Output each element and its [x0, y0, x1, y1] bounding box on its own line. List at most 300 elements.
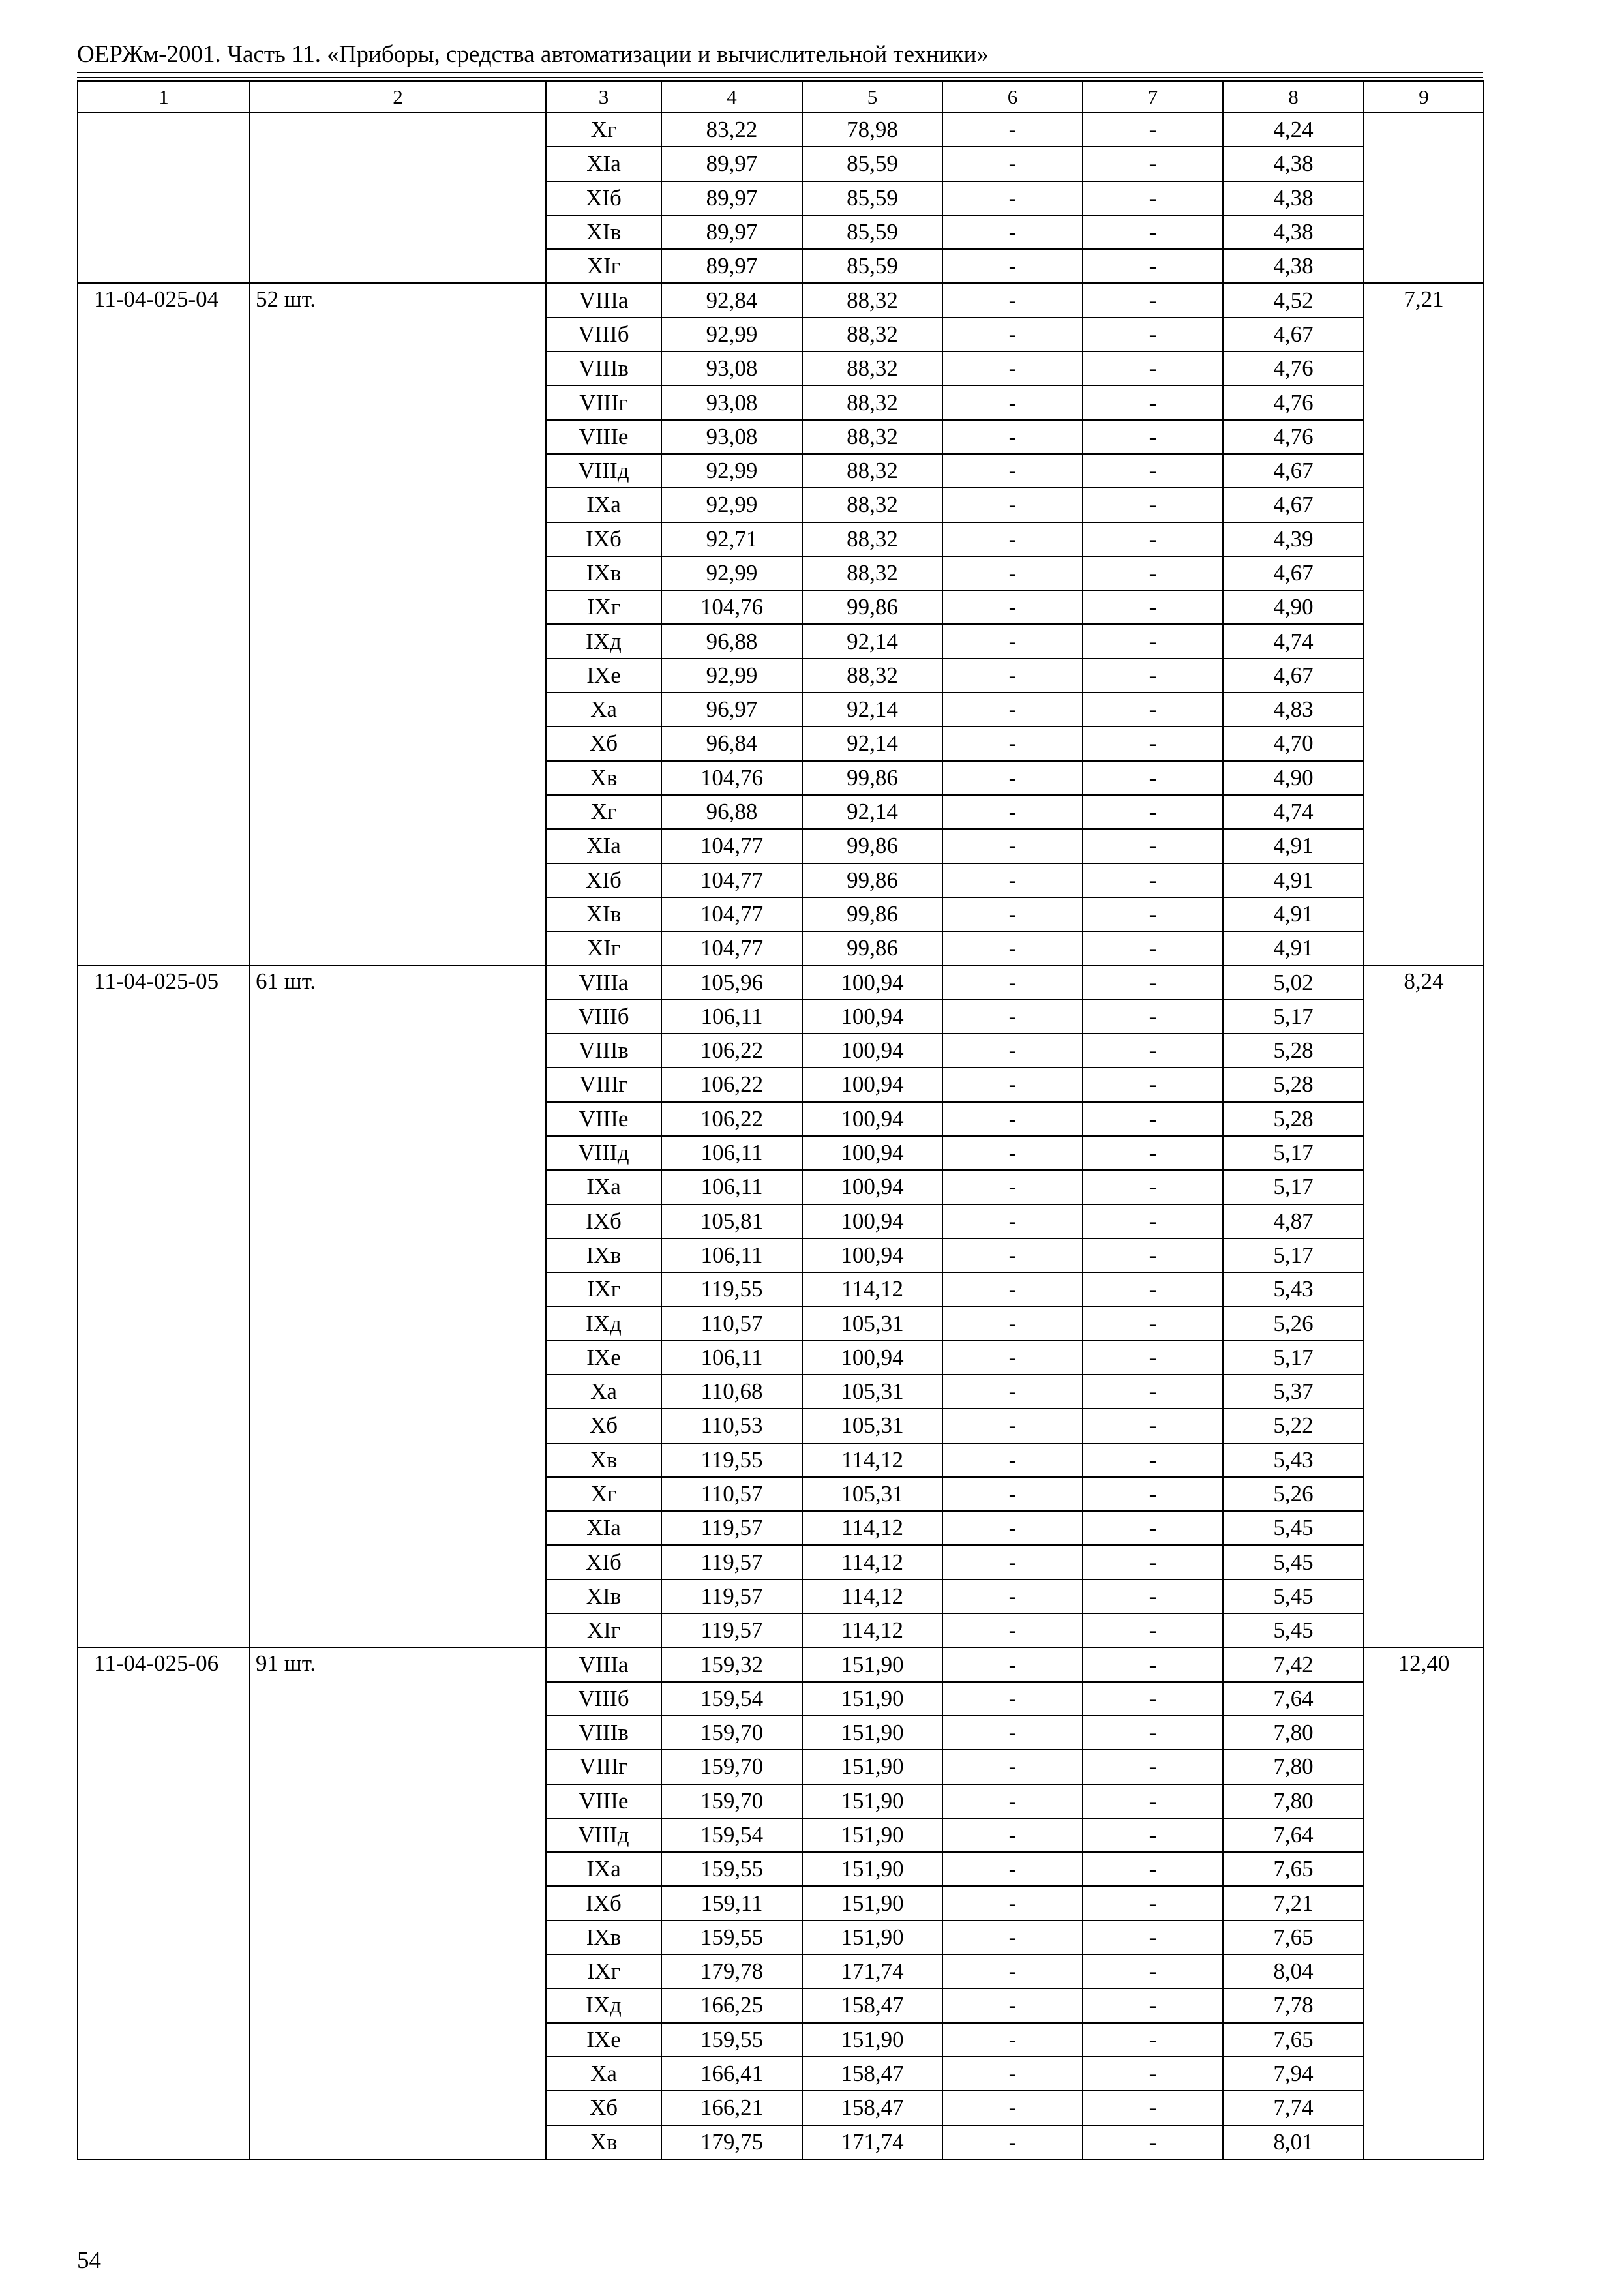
rate-code-cell: 11-04-025-04: [78, 283, 250, 965]
wage-cell: 88,32: [802, 385, 942, 419]
machine-cost-cell: -: [942, 931, 1083, 965]
labor-cost-cell: 12,40: [1364, 1647, 1484, 2159]
machinist-wage-cell: -: [1083, 1409, 1223, 1443]
total-cost-cell: 92,71: [661, 522, 802, 556]
total-cost-cell: 119,57: [661, 1613, 802, 1647]
machinist-wage-cell: -: [1083, 829, 1223, 863]
total-cost-cell: 179,75: [661, 2125, 802, 2159]
total-cost-cell: 104,77: [661, 829, 802, 863]
total-cost-cell: 106,11: [661, 1170, 802, 1204]
machine-cost-cell: -: [942, 1102, 1083, 1136]
price-table: [77, 80, 1484, 2160]
total-cost-cell: 93,08: [661, 420, 802, 454]
materials-cell: 7,64: [1223, 1818, 1364, 1852]
materials-cell: 5,17: [1223, 1136, 1364, 1170]
machinist-wage-cell: -: [1083, 693, 1223, 726]
machinist-wage-cell: -: [1083, 1818, 1223, 1852]
machine-cost-cell: -: [942, 1818, 1083, 1852]
variant-cell: VIIIг: [546, 385, 661, 419]
materials-cell: 8,01: [1223, 2125, 1364, 2159]
machine-cost-cell: -: [942, 1170, 1083, 1204]
machinist-wage-cell: -: [1083, 1716, 1223, 1750]
materials-cell: 4,24: [1223, 113, 1364, 147]
variant-cell: IXд: [546, 1306, 661, 1340]
wage-cell: 151,90: [802, 1921, 942, 1954]
materials-cell: 4,67: [1223, 659, 1364, 693]
variant-cell: XIв: [546, 215, 661, 249]
machine-cost-cell: -: [942, 1750, 1083, 1784]
machine-cost-cell: -: [942, 283, 1083, 317]
labor-cost-cell: [1364, 113, 1484, 283]
variant-cell: VIIIг: [546, 1068, 661, 1101]
column-number: 3: [546, 81, 661, 113]
machinist-wage-cell: -: [1083, 1886, 1223, 1920]
machine-cost-cell: -: [942, 624, 1083, 658]
total-cost-cell: 92,99: [661, 488, 802, 522]
materials-cell: 4,39: [1223, 522, 1364, 556]
machine-cost-cell: -: [942, 420, 1083, 454]
materials-cell: 5,22: [1223, 1409, 1364, 1443]
machinist-wage-cell: -: [1083, 283, 1223, 317]
total-cost-cell: 105,81: [661, 1204, 802, 1238]
variant-cell: IXб: [546, 522, 661, 556]
total-cost-cell: 89,97: [661, 181, 802, 215]
wage-cell: 114,12: [802, 1579, 942, 1613]
machinist-wage-cell: -: [1083, 1000, 1223, 1034]
machinist-wage-cell: -: [1083, 385, 1223, 419]
machinist-wage-cell: -: [1083, 522, 1223, 556]
variant-cell: IXe: [546, 1341, 661, 1375]
machinist-wage-cell: -: [1083, 215, 1223, 249]
column-number: 2: [250, 81, 546, 113]
variant-cell: VIIIд: [546, 1136, 661, 1170]
wage-cell: 92,14: [802, 726, 942, 760]
column-number: 4: [661, 81, 802, 113]
machine-cost-cell: -: [942, 726, 1083, 760]
variant-cell: IXв: [546, 556, 661, 590]
machine-cost-cell: -: [942, 1613, 1083, 1647]
variant-cell: Xв: [546, 761, 661, 795]
quantity-cell: 52 шт.: [250, 283, 546, 965]
materials-cell: 5,02: [1223, 965, 1364, 999]
materials-cell: 4,70: [1223, 726, 1364, 760]
wage-cell: 151,90: [802, 1784, 942, 1818]
total-cost-cell: 119,57: [661, 1579, 802, 1613]
materials-cell: 4,91: [1223, 863, 1364, 897]
column-number: 9: [1364, 81, 1484, 113]
wage-cell: 105,31: [802, 1375, 942, 1409]
machine-cost-cell: -: [942, 1238, 1083, 1272]
machine-cost-cell: -: [942, 1852, 1083, 1886]
materials-cell: 5,17: [1223, 1000, 1364, 1034]
wage-cell: 151,90: [802, 1886, 942, 1920]
total-cost-cell: 105,96: [661, 965, 802, 999]
variant-cell: Xг: [546, 795, 661, 829]
materials-cell: 4,91: [1223, 829, 1364, 863]
materials-cell: 7,65: [1223, 1921, 1364, 1954]
total-cost-cell: 166,21: [661, 2091, 802, 2125]
materials-cell: 7,80: [1223, 1716, 1364, 1750]
materials-cell: 4,90: [1223, 761, 1364, 795]
wage-cell: 105,31: [802, 1477, 942, 1511]
column-number: 1: [78, 81, 250, 113]
total-cost-cell: 106,22: [661, 1068, 802, 1101]
total-cost-cell: 104,77: [661, 863, 802, 897]
machine-cost-cell: -: [942, 1954, 1083, 1988]
materials-cell: 7,65: [1223, 2023, 1364, 2057]
table-body: [78, 81, 1484, 2159]
materials-cell: 4,38: [1223, 215, 1364, 249]
total-cost-cell: 106,11: [661, 1341, 802, 1375]
wage-cell: 158,47: [802, 2057, 942, 2091]
variant-cell: IXд: [546, 624, 661, 658]
wage-cell: 99,86: [802, 897, 942, 931]
wage-cell: 151,90: [802, 2023, 942, 2057]
total-cost-cell: 159,55: [661, 2023, 802, 2057]
machinist-wage-cell: -: [1083, 1272, 1223, 1306]
total-cost-cell: 159,70: [661, 1716, 802, 1750]
machine-cost-cell: -: [942, 385, 1083, 419]
wage-cell: 99,86: [802, 829, 942, 863]
machine-cost-cell: -: [942, 1341, 1083, 1375]
total-cost-cell: 89,97: [661, 215, 802, 249]
wage-cell: 105,31: [802, 1306, 942, 1340]
column-number-row: [78, 81, 1484, 113]
table-row: [78, 965, 1484, 999]
materials-cell: 5,45: [1223, 1579, 1364, 1613]
machine-cost-cell: -: [942, 1545, 1083, 1579]
machine-cost-cell: -: [942, 693, 1083, 726]
machinist-wage-cell: -: [1083, 454, 1223, 488]
materials-cell: 7,64: [1223, 1682, 1364, 1716]
variant-cell: Xб: [546, 1409, 661, 1443]
wage-cell: 88,32: [802, 659, 942, 693]
materials-cell: 4,76: [1223, 385, 1364, 419]
variant-cell: IXв: [546, 1921, 661, 1954]
total-cost-cell: 110,57: [661, 1477, 802, 1511]
header-rule: [77, 72, 1483, 73]
machine-cost-cell: -: [942, 1682, 1083, 1716]
machinist-wage-cell: -: [1083, 1682, 1223, 1716]
variant-cell: IXг: [546, 1272, 661, 1306]
total-cost-cell: 89,97: [661, 249, 802, 283]
machinist-wage-cell: -: [1083, 1579, 1223, 1613]
page-header: ОЕРЖм-2001. Часть 11. «Приборы, средства автоматизации и вычислительной техники»: [77, 41, 989, 68]
machinist-wage-cell: -: [1083, 318, 1223, 352]
materials-cell: 4,74: [1223, 624, 1364, 658]
variant-cell: Xa: [546, 1375, 661, 1409]
wage-cell: 100,94: [802, 1000, 942, 1034]
machine-cost-cell: -: [942, 1579, 1083, 1613]
wage-cell: 114,12: [802, 1511, 942, 1545]
total-cost-cell: 104,76: [661, 761, 802, 795]
table-row: [78, 113, 1484, 147]
labor-cost-cell: 8,24: [1364, 965, 1484, 1647]
machinist-wage-cell: -: [1083, 488, 1223, 522]
variant-cell: VIIIг: [546, 1750, 661, 1784]
machine-cost-cell: -: [942, 352, 1083, 385]
machinist-wage-cell: -: [1083, 1238, 1223, 1272]
wage-cell: 158,47: [802, 1988, 942, 2022]
variant-cell: VIIIд: [546, 454, 661, 488]
machine-cost-cell: -: [942, 1716, 1083, 1750]
wage-cell: 99,86: [802, 761, 942, 795]
machine-cost-cell: -: [942, 1068, 1083, 1101]
materials-cell: 4,67: [1223, 488, 1364, 522]
machinist-wage-cell: -: [1083, 590, 1223, 624]
materials-cell: 4,91: [1223, 897, 1364, 931]
machine-cost-cell: -: [942, 897, 1083, 931]
machinist-wage-cell: -: [1083, 1852, 1223, 1886]
machinist-wage-cell: -: [1083, 1784, 1223, 1818]
materials-cell: 4,67: [1223, 556, 1364, 590]
wage-cell: 88,32: [802, 556, 942, 590]
materials-cell: 7,42: [1223, 1647, 1364, 1681]
variant-cell: XIa: [546, 147, 661, 181]
materials-cell: 7,21: [1223, 1886, 1364, 1920]
total-cost-cell: 93,08: [661, 352, 802, 385]
total-cost-cell: 106,22: [661, 1034, 802, 1068]
machinist-wage-cell: -: [1083, 556, 1223, 590]
variant-cell: Xб: [546, 726, 661, 760]
machinist-wage-cell: -: [1083, 2023, 1223, 2057]
materials-cell: 7,94: [1223, 2057, 1364, 2091]
machinist-wage-cell: -: [1083, 2091, 1223, 2125]
machinist-wage-cell: -: [1083, 863, 1223, 897]
materials-cell: 5,26: [1223, 1477, 1364, 1511]
wage-cell: 151,90: [802, 1852, 942, 1886]
variant-cell: XIв: [546, 897, 661, 931]
materials-cell: 4,38: [1223, 249, 1364, 283]
total-cost-cell: 96,84: [661, 726, 802, 760]
variant-cell: IXa: [546, 1170, 661, 1204]
total-cost-cell: 96,97: [661, 693, 802, 726]
variant-cell: VIIIб: [546, 318, 661, 352]
variant-cell: Xв: [546, 1443, 661, 1477]
machine-cost-cell: -: [942, 2125, 1083, 2159]
machinist-wage-cell: -: [1083, 1647, 1223, 1681]
total-cost-cell: 89,97: [661, 147, 802, 181]
variant-cell: IXв: [546, 1238, 661, 1272]
materials-cell: 5,17: [1223, 1341, 1364, 1375]
total-cost-cell: 104,77: [661, 931, 802, 965]
wage-cell: 171,74: [802, 1954, 942, 1988]
table-row: [78, 1647, 1484, 1681]
machinist-wage-cell: -: [1083, 1136, 1223, 1170]
machine-cost-cell: -: [942, 1921, 1083, 1954]
rate-code-cell: 11-04-025-06: [78, 1647, 250, 2159]
variant-cell: VIIIб: [546, 1682, 661, 1716]
materials-cell: 5,45: [1223, 1545, 1364, 1579]
variant-cell: Xб: [546, 2091, 661, 2125]
materials-cell: 5,45: [1223, 1511, 1364, 1545]
wage-cell: 88,32: [802, 283, 942, 317]
variant-cell: VIIIб: [546, 1000, 661, 1034]
machine-cost-cell: -: [942, 1306, 1083, 1340]
machine-cost-cell: -: [942, 454, 1083, 488]
wage-cell: 114,12: [802, 1545, 942, 1579]
total-cost-cell: 159,70: [661, 1750, 802, 1784]
total-cost-cell: 106,11: [661, 1238, 802, 1272]
rate-code-cell: [78, 113, 250, 283]
total-cost-cell: 119,57: [661, 1511, 802, 1545]
total-cost-cell: 110,57: [661, 1306, 802, 1340]
variant-cell: VIIIд: [546, 1818, 661, 1852]
machine-cost-cell: -: [942, 659, 1083, 693]
variant-cell: IXa: [546, 488, 661, 522]
variant-cell: XIг: [546, 1613, 661, 1647]
total-cost-cell: 119,57: [661, 1545, 802, 1579]
variant-cell: XIг: [546, 931, 661, 965]
total-cost-cell: 159,54: [661, 1682, 802, 1716]
variant-cell: XIб: [546, 863, 661, 897]
labor-cost-cell: 7,21: [1364, 283, 1484, 965]
variant-cell: IXг: [546, 1954, 661, 1988]
machine-cost-cell: -: [942, 1034, 1083, 1068]
total-cost-cell: 159,32: [661, 1647, 802, 1681]
machinist-wage-cell: -: [1083, 795, 1223, 829]
variant-cell: XIa: [546, 829, 661, 863]
machine-cost-cell: -: [942, 1988, 1083, 2022]
machinist-wage-cell: -: [1083, 113, 1223, 147]
machine-cost-cell: -: [942, 147, 1083, 181]
total-cost-cell: 106,11: [661, 1000, 802, 1034]
total-cost-cell: 92,99: [661, 556, 802, 590]
variant-cell: VIIIe: [546, 420, 661, 454]
total-cost-cell: 92,99: [661, 659, 802, 693]
materials-cell: 4,67: [1223, 454, 1364, 488]
machine-cost-cell: -: [942, 795, 1083, 829]
total-cost-cell: 96,88: [661, 795, 802, 829]
column-number: 5: [802, 81, 942, 113]
wage-cell: 105,31: [802, 1409, 942, 1443]
machine-cost-cell: -: [942, 249, 1083, 283]
wage-cell: 114,12: [802, 1443, 942, 1477]
rate-code-cell: 11-04-025-05: [78, 965, 250, 1647]
machine-cost-cell: -: [942, 556, 1083, 590]
machine-cost-cell: -: [942, 1204, 1083, 1238]
variant-cell: Xa: [546, 693, 661, 726]
wage-cell: 114,12: [802, 1272, 942, 1306]
variant-cell: IXe: [546, 659, 661, 693]
wage-cell: 100,94: [802, 1341, 942, 1375]
variant-cell: IXг: [546, 590, 661, 624]
variant-cell: XIг: [546, 249, 661, 283]
wage-cell: 85,59: [802, 215, 942, 249]
machine-cost-cell: -: [942, 1511, 1083, 1545]
wage-cell: 100,94: [802, 1102, 942, 1136]
machinist-wage-cell: -: [1083, 726, 1223, 760]
machinist-wage-cell: -: [1083, 1204, 1223, 1238]
variant-cell: VIIIв: [546, 1034, 661, 1068]
materials-cell: 5,43: [1223, 1443, 1364, 1477]
machinist-wage-cell: -: [1083, 1921, 1223, 1954]
materials-cell: 4,83: [1223, 693, 1364, 726]
variant-cell: VIIIa: [546, 1647, 661, 1681]
materials-cell: 7,65: [1223, 1852, 1364, 1886]
materials-cell: 4,52: [1223, 283, 1364, 317]
machinist-wage-cell: -: [1083, 1170, 1223, 1204]
machine-cost-cell: -: [942, 1886, 1083, 1920]
materials-cell: 7,78: [1223, 1988, 1364, 2022]
wage-cell: 92,14: [802, 693, 942, 726]
machinist-wage-cell: -: [1083, 1068, 1223, 1101]
variant-cell: Xa: [546, 2057, 661, 2091]
total-cost-cell: 92,99: [661, 454, 802, 488]
total-cost-cell: 106,22: [661, 1102, 802, 1136]
wage-cell: 171,74: [802, 2125, 942, 2159]
materials-cell: 4,91: [1223, 931, 1364, 965]
variant-cell: XIб: [546, 181, 661, 215]
machinist-wage-cell: -: [1083, 1375, 1223, 1409]
machinist-wage-cell: -: [1083, 1443, 1223, 1477]
total-cost-cell: 166,25: [661, 1988, 802, 2022]
machinist-wage-cell: -: [1083, 420, 1223, 454]
materials-cell: 4,87: [1223, 1204, 1364, 1238]
machinist-wage-cell: -: [1083, 659, 1223, 693]
variant-cell: VIIIa: [546, 965, 661, 999]
machinist-wage-cell: -: [1083, 1102, 1223, 1136]
machine-cost-cell: -: [942, 1409, 1083, 1443]
variant-cell: Xв: [546, 2125, 661, 2159]
wage-cell: 151,90: [802, 1818, 942, 1852]
machinist-wage-cell: -: [1083, 147, 1223, 181]
machinist-wage-cell: -: [1083, 1034, 1223, 1068]
machine-cost-cell: -: [942, 522, 1083, 556]
total-cost-cell: 159,55: [661, 1921, 802, 1954]
total-cost-cell: 159,11: [661, 1886, 802, 1920]
machine-cost-cell: -: [942, 1443, 1083, 1477]
table-row: [78, 283, 1484, 317]
wage-cell: 85,59: [802, 181, 942, 215]
wage-cell: 100,94: [802, 1068, 942, 1101]
wage-cell: 88,32: [802, 352, 942, 385]
machine-cost-cell: -: [942, 590, 1083, 624]
machine-cost-cell: -: [942, 2091, 1083, 2125]
machine-cost-cell: -: [942, 863, 1083, 897]
machinist-wage-cell: -: [1083, 2057, 1223, 2091]
wage-cell: 92,14: [802, 795, 942, 829]
materials-cell: 4,76: [1223, 352, 1364, 385]
materials-cell: 8,04: [1223, 1954, 1364, 1988]
machine-cost-cell: -: [942, 181, 1083, 215]
machinist-wage-cell: -: [1083, 1477, 1223, 1511]
wage-cell: 100,94: [802, 1034, 942, 1068]
total-cost-cell: 110,68: [661, 1375, 802, 1409]
variant-cell: XIб: [546, 1545, 661, 1579]
machinist-wage-cell: -: [1083, 761, 1223, 795]
wage-cell: 114,12: [802, 1613, 942, 1647]
materials-cell: 4,90: [1223, 590, 1364, 624]
materials-cell: 5,45: [1223, 1613, 1364, 1647]
total-cost-cell: 83,22: [661, 113, 802, 147]
wage-cell: 88,32: [802, 318, 942, 352]
wage-cell: 99,86: [802, 590, 942, 624]
machine-cost-cell: -: [942, 1647, 1083, 1681]
machinist-wage-cell: -: [1083, 1511, 1223, 1545]
wage-cell: 85,59: [802, 147, 942, 181]
variant-cell: XIв: [546, 1579, 661, 1613]
total-cost-cell: 119,55: [661, 1443, 802, 1477]
machine-cost-cell: -: [942, 1375, 1083, 1409]
total-cost-cell: 179,78: [661, 1954, 802, 1988]
variant-cell: IXд: [546, 1988, 661, 2022]
variant-cell: VIIIв: [546, 352, 661, 385]
machine-cost-cell: -: [942, 965, 1083, 999]
total-cost-cell: 92,84: [661, 283, 802, 317]
variant-cell: Xг: [546, 113, 661, 147]
machine-cost-cell: -: [942, 2057, 1083, 2091]
